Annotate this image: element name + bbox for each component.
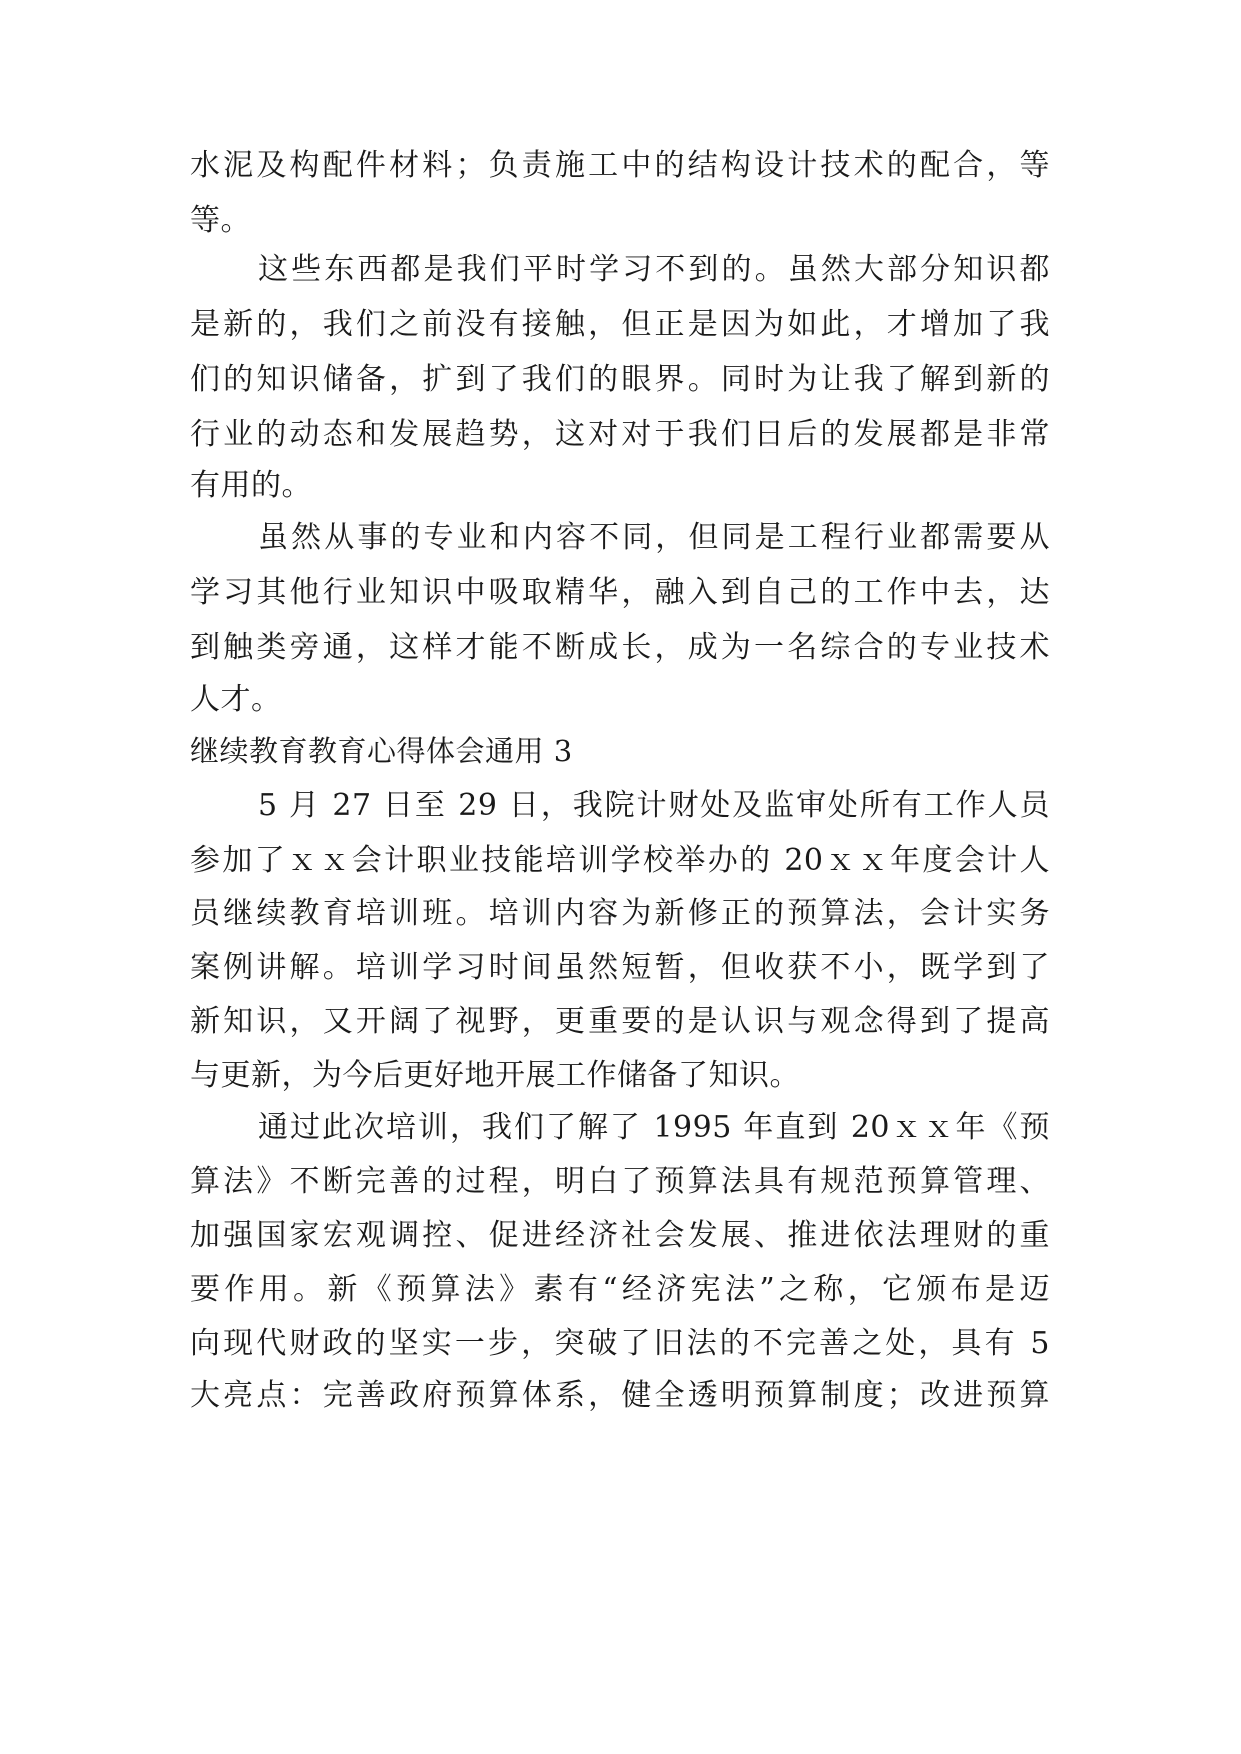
text-line: 大亮点：完善政府预算体系，健全透明预算制度；改进预算 bbox=[190, 1378, 1050, 1413]
text-line: 要作用。新《预算法》素有“经济宪法”之称，它颁布是迈 bbox=[190, 1272, 1050, 1307]
text-line: 新知识，又开阔了视野，更重要的是认识与观念得到了提高 bbox=[190, 1004, 1050, 1039]
text-line: 是新的，我们之前没有接触，但正是因为如此，才增加了我 bbox=[190, 307, 1050, 342]
text-line: 行业的动态和发展趋势，这对对于我们日后的发展都是非常 bbox=[190, 417, 1050, 452]
text-line: 向现代财政的坚实一步，突破了旧法的不完善之处，具有 5 bbox=[190, 1326, 1050, 1361]
text-line: 员继续教育培训班。培训内容为新修正的预算法，会计实务 bbox=[190, 896, 1050, 931]
paragraph-first-line: 通过此次培训，我们了解了 1995 年直到 20ｘｘ年《预 bbox=[258, 1110, 1050, 1145]
text-line: 有用的。 bbox=[190, 468, 312, 503]
text-line: 算法》不断完善的过程，明白了预算法具有规范预算管理、 bbox=[190, 1164, 1050, 1199]
section-heading: 继续教育教育心得体会通用 3 bbox=[190, 734, 573, 768]
text-line: 们的知识储备，扩到了我们的眼界。同时为让我了解到新的 bbox=[190, 362, 1050, 397]
text-line: 水泥及构配件材料；负责施工中的结构设计技术的配合，等 bbox=[190, 148, 1050, 183]
text-line: 与更新，为今后更好地开展工作储备了知识。 bbox=[190, 1058, 800, 1093]
text-line: 学习其他行业知识中吸取精华，融入到自己的工作中去，达 bbox=[190, 575, 1050, 610]
text-line: 到触类旁通，这样才能不断成长，成为一名综合的专业技术 bbox=[190, 630, 1050, 665]
paragraph-first-line: 这些东西都是我们平时学习不到的。虽然大部分知识都 bbox=[258, 252, 1050, 287]
paragraph-first-line: 5 月 27 日至 29 日，我院计财处及监审处所有工作人员 bbox=[258, 788, 1050, 823]
text-line: 案例讲解。培训学习时间虽然短暂，但收获不小，既学到了 bbox=[190, 950, 1050, 985]
text-line: 加强国家宏观调控、促进经济社会发展、推进依法理财的重 bbox=[190, 1218, 1050, 1253]
text-line: 参加了ｘｘ会计职业技能培训学校举办的 20ｘｘ年度会计人 bbox=[190, 843, 1050, 878]
paragraph-first-line: 虽然从事的专业和内容不同，但同是工程行业都需要从 bbox=[258, 520, 1050, 555]
text-line: 人才。 bbox=[190, 682, 282, 717]
text-line: 等。 bbox=[190, 203, 251, 238]
